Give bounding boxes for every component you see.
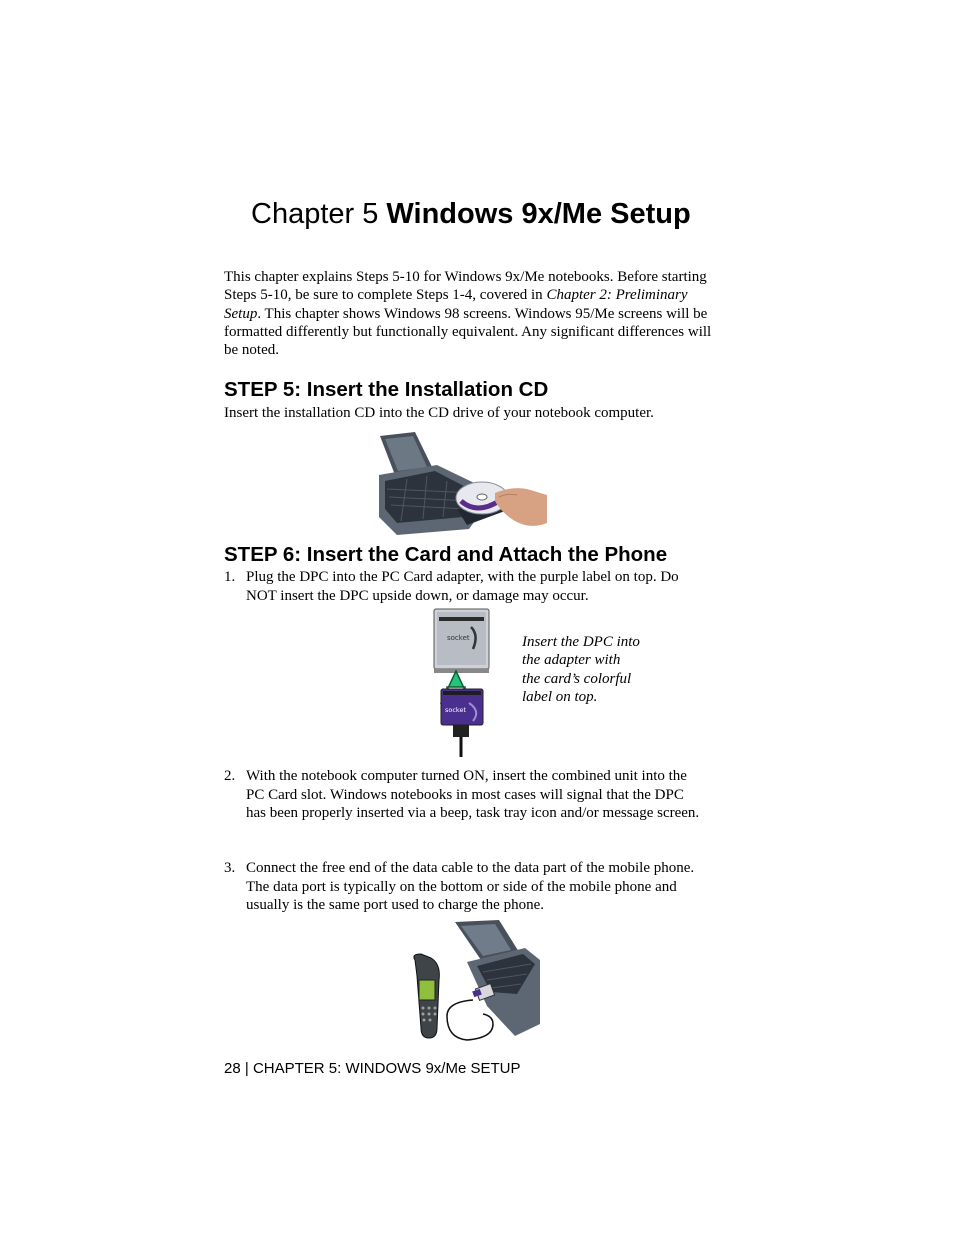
list-item-2-number: 2. [224,768,236,784]
list-item-1-text: Plug the DPC into the PC Card adapter, with the purple label on top. Do NOT insert the DPC upside down, or damage may occur. [246,569,679,604]
step6-heading: STEP 6: Insert the Card and Attach the Phone [224,543,668,566]
step5-heading: STEP 5: Insert the Installation CD [224,378,549,401]
laptop-cd-illustration [377,431,548,538]
adapter-brand-text: socket [447,634,470,642]
list-item-3-text: Connect the free end of the data cable to the data part of the mobile phone. The data port is typically on the bottom or side of the mobile phone and usually is the same port used to charge the phone. [246,860,695,913]
data-cable [447,1000,493,1040]
card-caption: Insert the DPC into the adapter with the card’s colorful label on top. [522,634,640,706]
intro-text-1: This chapter explains Steps 5-10 for Windows 9x/Me notebooks. Before starting Steps 5-10, be sure to complete Steps 1-4, covered in [224,269,707,304]
intro-paragraph [224,268,714,359]
chapter-name: Windows 9x/Me Setup [386,198,691,230]
list-item-3-number: 3. [224,860,236,876]
list-item-2-text: With the notebook computer turned ON, insert the combined unit into the PC Card slot. Windows notebooks in most cases will signal that the DPC has been properly inserted via a beep, task tray icon and/or message screen. [246,768,700,821]
intro-reference: Chapter 2: Preliminary Setup [224,287,688,322]
phone-laptop-illustration [407,920,540,1055]
intro-text-2: . This chapter shows Windows 98 screens. Windows 95/Me screens will be formatted differently but functionally equivalent. Any significant differences will be noted. [224,305,712,359]
card-brand-text: socket [445,706,467,714]
cable-connector [453,725,469,737]
step5-text: Insert the installation CD into the CD drive of your notebook computer. [224,405,654,421]
card-adapter-illustration [433,607,491,759]
phone-screen [419,980,435,1000]
footer-separator: | [244,1060,249,1077]
list-item-1-number: 1. [224,569,236,585]
footer-chapter: CHAPTER 5: WINDOWS 9x/Me SETUP [252,1060,521,1077]
page-footer [224,1059,520,1079]
page-number: 28 [224,1060,241,1077]
chapter-title [251,195,691,233]
chapter-prefix: Chapter 5 [251,198,387,230]
